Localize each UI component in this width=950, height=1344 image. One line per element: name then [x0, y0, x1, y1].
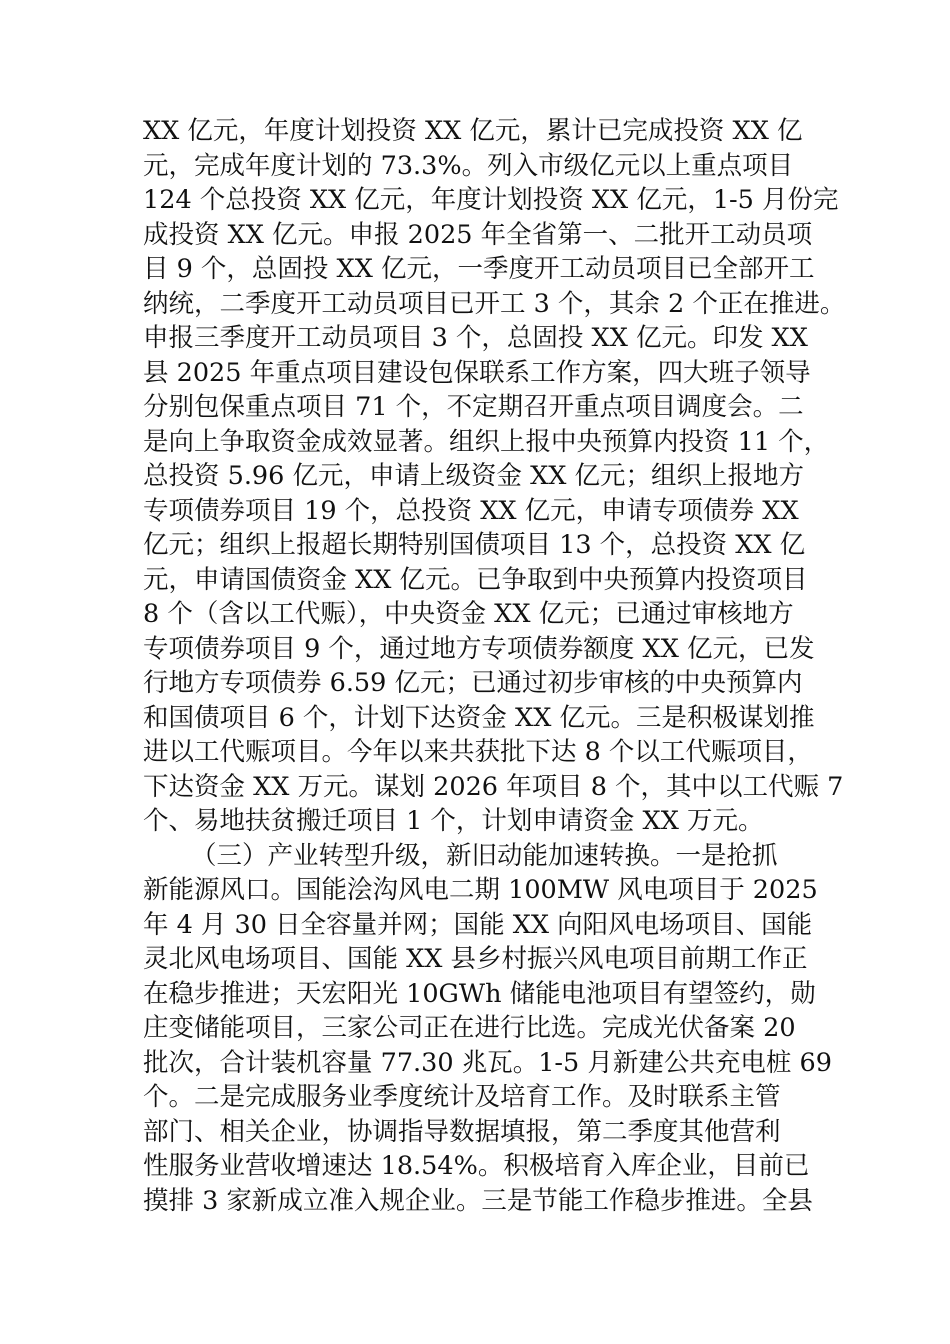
text-line: 8 个（含以工代赈），中央资金 XX 亿元；已通过审核地方 [143, 599, 794, 629]
text-line: 新能源风口。国能浍沟风电二期 100MW 风电项目于 2025 [143, 875, 818, 905]
text-line: 分别包保重点项目 71 个，不定期召开重点项目调度会。二 [143, 392, 804, 422]
text-line: 和国债项目 6 个，计划下达资金 XX 亿元。三是积极谋划推 [143, 702, 815, 733]
text-line: 庄变储能项目，三家公司正在进行比选。完成光伏备案 20 [143, 1013, 796, 1043]
text-line: 专项债券项目 19 个，总投资 XX 亿元，申请专项债券 XX [143, 495, 799, 526]
text-line: 下达资金 XX 万元。谋划 2026 年项目 8 个，其中以工代赈 7 [143, 771, 844, 802]
text-line: XX 亿元，年度计划投资 XX 亿元，累计已完成投资 XX 亿 [143, 116, 803, 146]
text-line: 性服务业营收增速达 18.54%。积极培育入库企业，目前已 [143, 1151, 810, 1181]
text-line: 元，申请国债资金 XX 亿元。已争取到中央预算内投资项目 [143, 564, 808, 595]
text-line: 行地方专项债券 6.59 亿元；已通过初步审核的中央预算内 [143, 668, 803, 698]
text-line: 是向上争取资金成效显著。组织上报中央预算内投资 11 个， [143, 426, 830, 457]
text-line: 个、易地扶贫搬迁项目 1 个，计划申请资金 XX 万元。 [143, 806, 764, 836]
text-line: 元，完成年度计划的 73.3%。列入市级亿元以上重点项目 [143, 150, 794, 181]
text-line: 年 4 月 30 日全容量并网；国能 XX 向阳风电场项目、国能 [143, 909, 813, 940]
text-line: 在稳步推进；天宏阳光 10GWh 储能电池项目有望签约，勋 [143, 978, 816, 1009]
text-line: 124 个总投资 XX 亿元，年度计划投资 XX 亿元，1-5 月份完 [143, 185, 839, 215]
text-line: 专项债券项目 9 个，通过地方专项债券额度 XX 亿元，已发 [143, 633, 815, 664]
text-line: 目 9 个，总固投 XX 亿元，一季度开工动员项目已全部开工 [143, 254, 815, 284]
text-line: 县 2025 年重点项目建设包保联系工作方案，四大班子领导 [143, 357, 811, 388]
text-line: 进以工代赈项目。今年以来共获批下达 8 个以工代赈项目， [143, 737, 813, 767]
text-line: 总投资 5.96 亿元，申请上级资金 XX 亿元；组织上报地方 [143, 461, 805, 491]
text-line: 批次，合计装机容量 77.30 兆瓦。1-5 月新建公共充电桩 69 [143, 1047, 832, 1078]
body-text [143, 114, 846, 1218]
text-line: 申报三季度开工动员项目 3 个，总固投 XX 亿元。印发 XX [143, 323, 808, 353]
text-line: 纳统，二季度开工动员项目已开工 3 个，其余 2 个正在推进。 [143, 288, 846, 319]
section-heading-line: （三）产业转型升级，新旧动能加速转换。一是抢抓 [191, 840, 778, 871]
text-line: 成投资 XX 亿元。申报 2025 年全省第一、二批开工动员项 [143, 219, 813, 250]
text-line: 部门、相关企业，协调指导数据填报，第二季度其他营利 [143, 1116, 781, 1147]
text-line: 灵北风电场项目、国能 XX 县乡村振兴风电项目前期工作正 [143, 944, 808, 974]
text-line: 亿元；组织上报超长期特别国债项目 13 个，总投资 XX 亿 [143, 530, 806, 560]
text-line: 个。二是完成服务业季度统计及培育工作。及时联系主管 [143, 1082, 781, 1112]
text-line: 摸排 3 家新成立准入规企业。三是节能工作稳步推进。全县 [143, 1185, 813, 1216]
